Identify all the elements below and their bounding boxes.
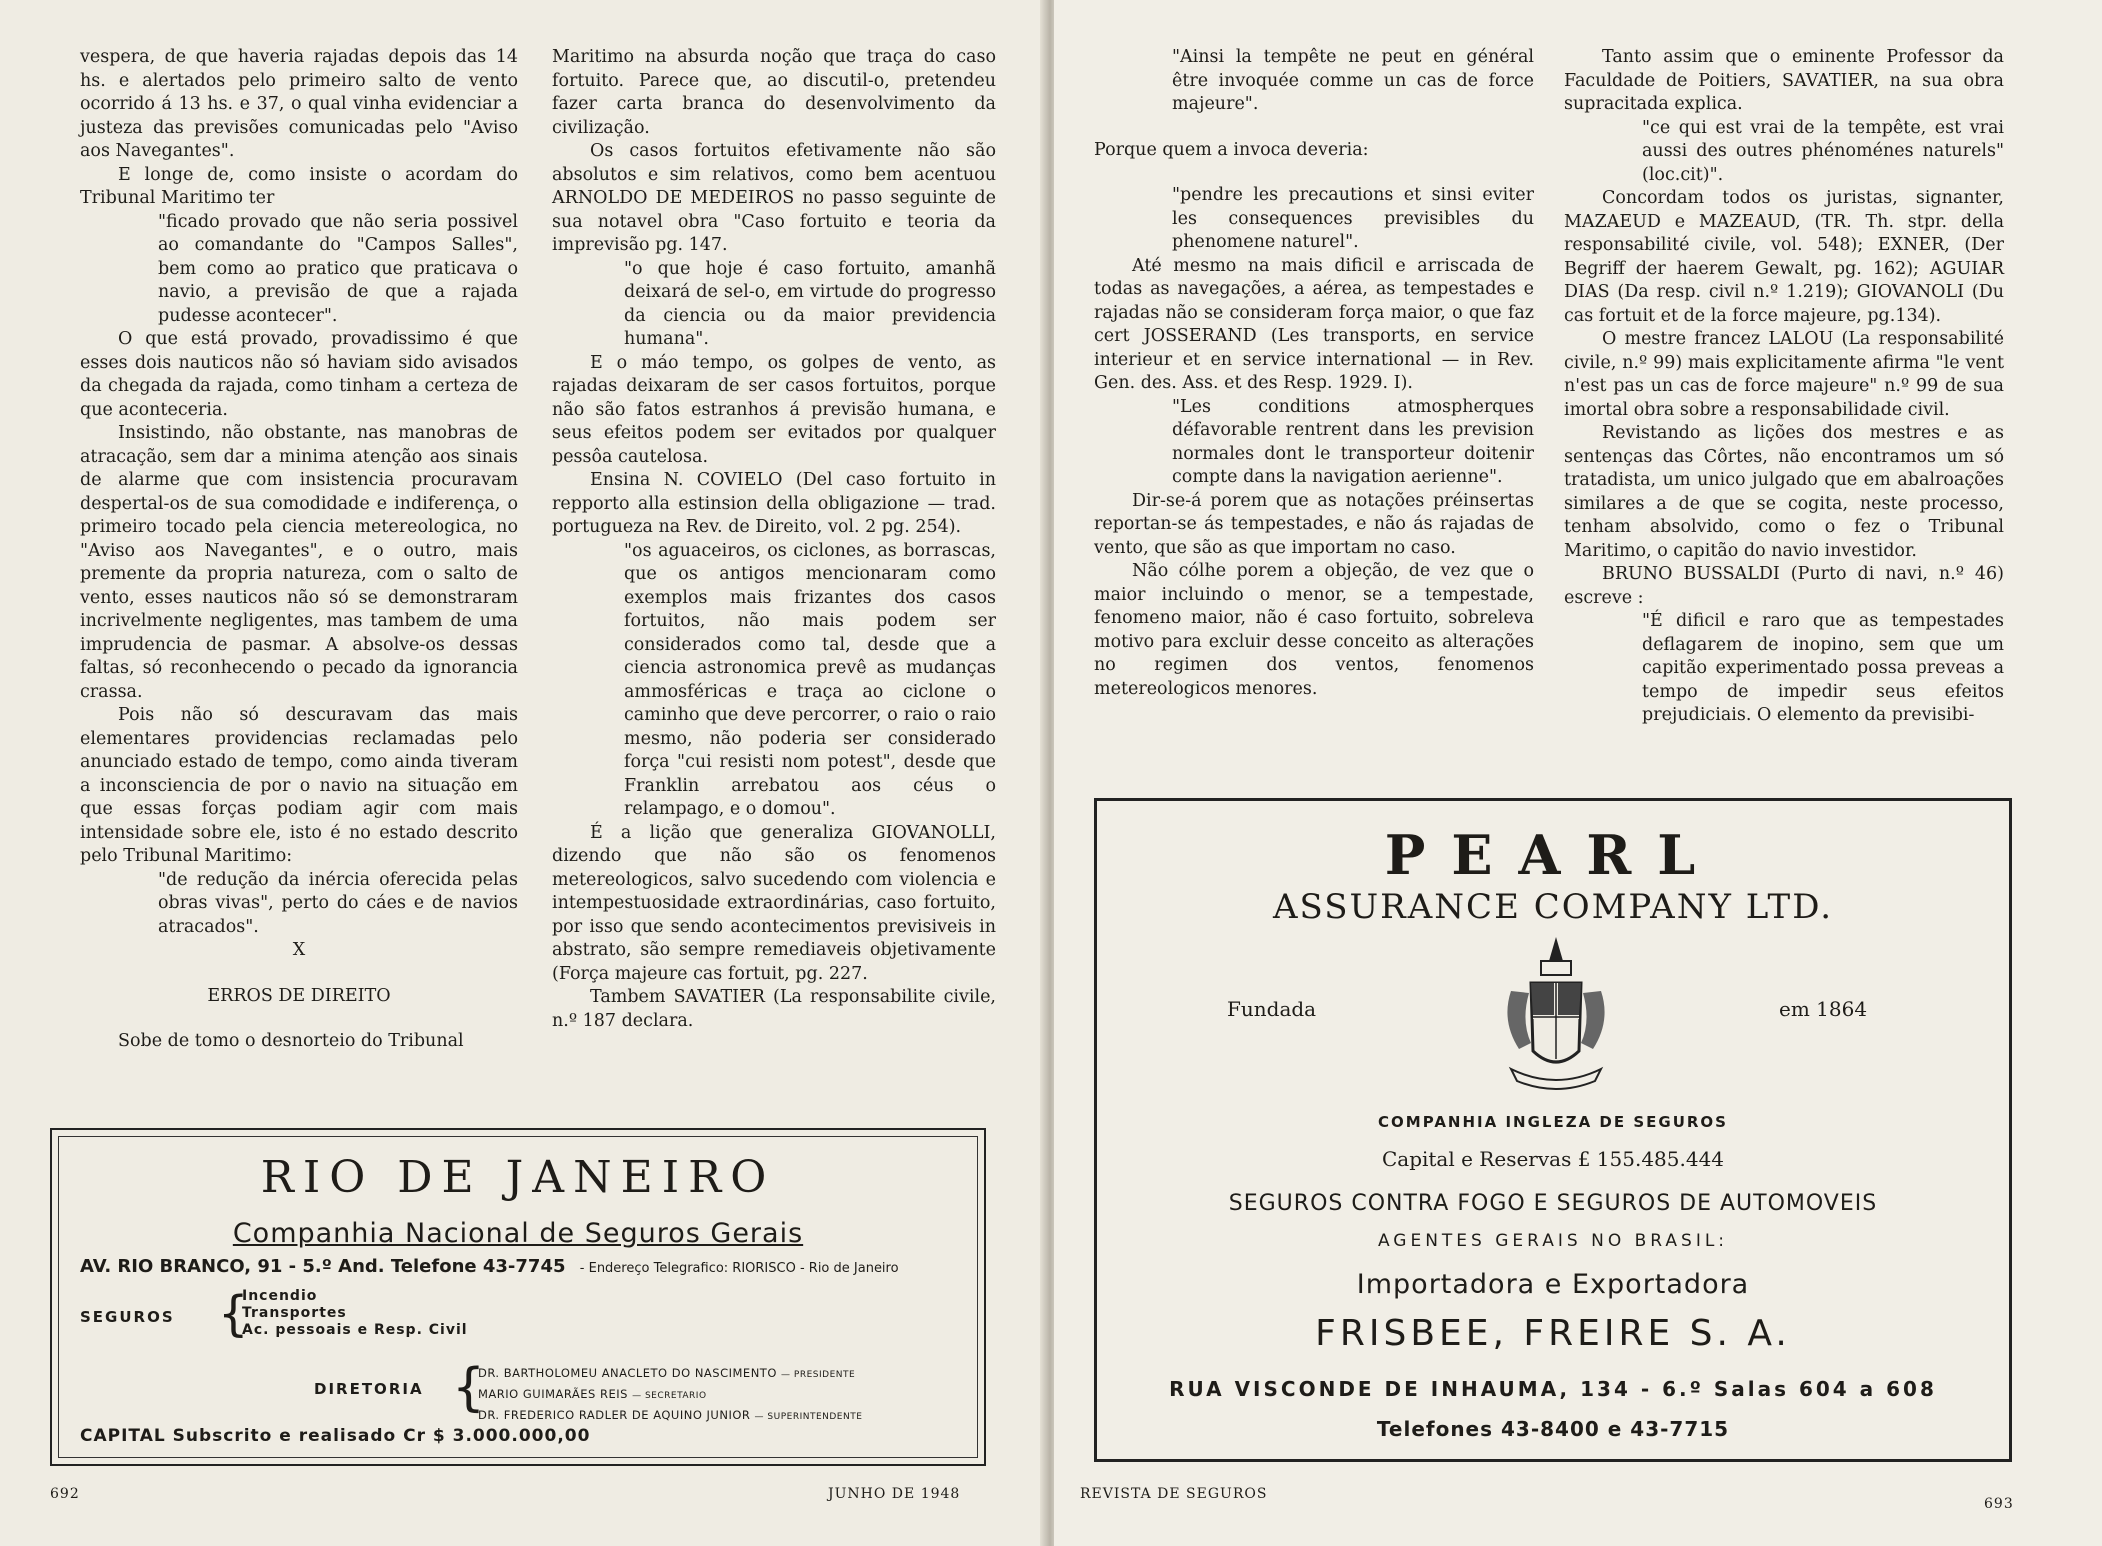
- spacer: [1094, 162, 1534, 184]
- paragraph: Sobe de tomo o desnorteio do Tribunal: [118, 1031, 464, 1051]
- paragraph: "É dificil e raro que as tempestades deflagarem de inopino, sem que um capitão experimentado possa preveas a tempo de impedir seus efeitos prejudiciais. O elemento da previsibi-: [1642, 611, 2004, 725]
- director-role: — SECRETARIO: [632, 1391, 707, 1401]
- director-name: DR. FREDERICO RADLER DE AQUINO JUNIOR: [478, 1408, 751, 1422]
- ad-seguros-brace: {: [218, 1286, 249, 1342]
- paragraph: "os aguaceiros, os ciclones, as borrascas, que os antigos mencionaram como exemplos mais frizantes dos casos fortuitos, não mais podem ser considerados como tal, desde que a ciencia astronomica prevê as mudanças ammosféricas e traça ao ciclone o caminho que deve percorrer, o raio o raio mesmo, não poderia ser considerado força "cui resisti nom potest", desde que Franklin arrebatou aos céus o relampago, e o domou".: [624, 540, 996, 819]
- director-role: — PRESIDENTE: [781, 1370, 856, 1380]
- paragraph: O mestre francez LALOU (La responsabilité civile, n.º 99) mais explicitamente afirma "le vent n'est pas un cas de force majeure" n.º 99 de sua imortal obra sobre a responsabilidade civil.: [1564, 329, 2004, 420]
- paragraph: Tanto assim que o eminente Professor da Faculdade de Poitiers, SAVATIER, na sua obra supracitada explica.: [1564, 47, 2004, 114]
- paragraph: Revistando as lições dos mestres e as sentenças das Côrtes, não encontramos um só tratadista, um unico julgado que em abalroações similares a de que se cogita, neste processo, tenham absolvido, como o fez o Tribunal Maritimo, o capitão do navio investidor.: [1564, 423, 2004, 561]
- ad-phones: Telefones 43-8400 e 43-7715: [1376, 1417, 1730, 1441]
- ad-seguros-item: Transportes: [242, 1305, 347, 1321]
- ad-diretoria-list: [478, 1364, 862, 1427]
- paragraph: ERROS DE DIREITO: [207, 985, 391, 1006]
- left-page: [0, 0, 1046, 1546]
- ad-address-main: AV. RIO BRANCO, 91 - 5.º And. Telefone 43-7745: [80, 1256, 566, 1277]
- pearl-assurance-ad: [1094, 798, 2012, 1462]
- paragraph: "Ainsi la tempête ne peut en général être invoquée comme un cas de force majeure".: [1172, 47, 1534, 114]
- paragraph: X: [292, 940, 306, 960]
- ad-diretoria-row: [478, 1364, 862, 1385]
- paragraph: BRUNO BUSSALDI (Purto di navi, n.º 46) escreve :: [1564, 564, 2004, 608]
- paragraph: O que está provado, provadissimo é que esses dois nauticos não só haviam sido avisados da chegada da rajada, como tinham a certeza de que aconteceria.: [80, 329, 518, 420]
- paragraph: Insistindo, não obstante, nas manobras de atracação, sem dar a minima atenção aos sinais de alarme que com insistencia procuravam despertal-os de sua comodidade e indiferença, o primeiro tocado pela ciencia metereologica, no "Aviso aos Navegantes", e o outro, mais premente da propria natureza, com o salto de vento, esses nauticos não só se demonstraram incrivelmente negligentes, mas tambem de uma imprudencia de pasmar. A absolve-os dessas faltas, só reconhecendo o pecado da ignorancia crassa.: [80, 423, 518, 702]
- coat-of-arms-icon: [1491, 931, 1621, 1101]
- paragraph: "o que hoje é caso fortuito, amanhã deixará de sel-o, em virtude do progresso da ciencia ou da maior previdencia humana".: [624, 258, 996, 349]
- ad-lines: SEGUROS CONTRA FOGO E SEGUROS DE AUTOMOVEIS: [1228, 1191, 1878, 1216]
- ad-agents: AGENTES GERAIS NO BRASIL:: [1377, 1231, 1729, 1251]
- ad-fundada-label: Fundada: [1227, 997, 1317, 1021]
- left-column-1: [80, 46, 518, 1054]
- ad-seguros-item: Ac. pessoais e Resp. Civil: [242, 1322, 468, 1338]
- ad-diretoria-row: [478, 1406, 862, 1427]
- ad-company-line: COMPANHIA INGLEZA DE SEGUROS: [1378, 1113, 1728, 1131]
- ad-address: RUA VISCONDE DE INHAUMA, 134 - 6.º Salas 604 a 608: [1169, 1377, 1937, 1401]
- spacer: [80, 963, 518, 985]
- ad-address: [80, 1256, 899, 1277]
- left-footer: JUNHO DE 1948: [828, 1486, 961, 1502]
- rio-de-janeiro-ad: [50, 1128, 986, 1466]
- right-footer: REVISTA DE SEGUROS: [1080, 1486, 1268, 1502]
- director-role: — SUPERINTENDENTE: [754, 1412, 863, 1422]
- right-page: [1054, 0, 2102, 1546]
- right-page-number: 693: [1984, 1496, 2014, 1512]
- ad-title: RIO DE JANEIRO: [260, 1152, 776, 1203]
- paragraph: Ensina N. COVIELO (Del caso fortuito in repporto alla estinsion della obligazione — trad. portugueza na Rev. de Direito, vol. 2 pg. 254).: [552, 470, 996, 537]
- paragraph: Tambem SAVATIER (La responsabilite civile, n.º 187 declara.: [552, 987, 996, 1031]
- ad-diretoria-label: DIRETORIA: [314, 1380, 424, 1398]
- ad-agent-line1: Importadora e Exportadora: [1356, 1269, 1750, 1300]
- left-column-2: [552, 46, 996, 1033]
- paragraph: "de redução da inércia oferecida pelas obras vivas", perto do cáes e de navios atracados".: [158, 869, 518, 937]
- paragraph: Não cólhe porem a objeção, de vez que o maior incluindo o menor, se a tempestade, fenomeno maior, não é caso fortuito, sobreleva motivo para excluir desse conceito as alterações no regimen dos ventos, fenomenos metereologicos menores.: [1094, 561, 1534, 699]
- ad-fundada-year: em 1864: [1779, 997, 1868, 1021]
- ad-seguros-item: Incendio: [242, 1288, 318, 1304]
- left-page-number: 692: [50, 1486, 80, 1502]
- ad-diretoria-brace: {: [452, 1358, 486, 1418]
- spacer: [1094, 117, 1534, 139]
- ad-capital: CAPITAL Subscrito e realisado Cr $ 3.000.000,00: [80, 1426, 591, 1446]
- ad-company: Companhia Nacional de Seguros Gerais: [232, 1218, 804, 1249]
- paragraph: E longe de, como insiste o acordam do Tribunal Maritimo ter: [80, 164, 518, 208]
- ad-telegraph: - Endereço Telegrafico: RIORISCO - Rio de Janeiro: [579, 1261, 899, 1276]
- paragraph: Porque quem a invoca deveria:: [1094, 139, 1369, 160]
- right-column-2: [1564, 46, 2004, 728]
- paragraph: É a lição que generaliza GIOVANOLLI, dizendo que não são os fenomenos metereologicos, salvo sucedendo com violencia e intempestuosidade extraordinárias, caso fortuito, por isso que sendo acontecimentos previsiveis in abstrato, são sempre remediaveis objetivamente (Força majeure cas fortuit, pg. 227.: [552, 822, 996, 984]
- paragraph: vespera, de que haveria rajadas depois das 14 hs. e alertados pelo primeiro salto de vento ocorrido á 13 hs. e 37, o qual vinha evidenciar a justeza das previsões comunicadas pelo "Aviso aos Navegantes".: [80, 47, 518, 161]
- paragraph: Os casos fortuitos efetivamente não são absolutos e sim relativos, como bem acentuou ARNOLDO DE MEDEIROS no passo seguinte de sua notavel obra "Caso fortuito e teoria da imprevisão pg. 147.: [552, 141, 996, 255]
- paragraph: "Les conditions atmospherques défavorable rentrent dans les prevision normales dont le transporteur doitenir compte dans la navigation aerienne".: [1172, 396, 1534, 487]
- ad-seguros-label: SEGUROS: [80, 1308, 175, 1326]
- spacer: [80, 1008, 518, 1030]
- paragraph: Até mesmo na mais dificil e arriscada de todas as navegações, a aérea, as tempestades e rajadas não se consideram força maior, o que faz cert JOSSERAND (Les transports, en service interieur et en service international — in Rev. Gen. des. Ass. et des Resp. 1929. I).: [1094, 255, 1534, 393]
- ad-seguros-list: [242, 1288, 468, 1339]
- ad-diretoria-row: [478, 1385, 862, 1406]
- paragraph: "pendre les precautions et sinsi eviter les consequences previsibles du phenomene naturel".: [1172, 185, 1534, 252]
- ad-capital: Capital e Reservas £ 155.485.444: [1381, 1147, 1725, 1171]
- director-name: MARIO GUIMARÃES REIS: [478, 1387, 628, 1401]
- paragraph: "ce qui est vrai de la tempête, est vrai aussi des outres phénoménes naturels" (loc.cit)".: [1642, 117, 2004, 185]
- director-name: DR. BARTHOLOMEU ANACLETO DO NASCIMENTO: [478, 1366, 777, 1380]
- paragraph: Pois não só descuravam das mais elementares providencias reclamadas pelo anunciado estado de tempo, como ainda tiveram a inconsciencia de por o navio na situação em que essas forças podiam agir com mais intensidade sobre ele, isto é no estado descrito pelo Tribunal Maritimo:: [80, 705, 518, 866]
- ad-subtitle: ASSURANCE COMPANY LTD.: [1272, 887, 1834, 927]
- right-column-1: [1094, 46, 1534, 701]
- paragraph: Concordam todos os juristas, signanter, MAZAEUD e MAZEAUD, (TR. Th. stpr. della responsabilité civile, vol. 548); EXNER, (Der Begriff der haerem Gewalt, pg. 162); AGUIAR DIAS (Da resp. civil n.º 1.219); GIOVANOLI (Du cas fortuit et de la force majeure, pg.134).: [1564, 188, 2004, 326]
- ad-agent-line2: FRISBEE, FREIRE S. A.: [1315, 1313, 1791, 1354]
- ad-title: PEARL: [1384, 823, 1722, 887]
- paragraph: "ficado provado que não seria possivel ao comandante do "Campos Salles", bem como ao pratico que praticava o navio, a previsão de que a rajada pudesse acontecer".: [158, 211, 518, 326]
- paragraph: Maritimo na absurda noção que traça do caso fortuito. Parece que, ao discutil-o, pretendeu fazer carta branca do desenvolvimento da civilização.: [552, 47, 996, 138]
- paragraph: E o máo tempo, os golpes de vento, as rajadas deixaram de ser casos fortuitos, porque não são fatos estranhos á previsão humana, e seus efeitos podem ser evitados por qualquer pessôa cautelosa.: [552, 352, 996, 467]
- paragraph: Dir-se-á porem que as notações préinsertas reportan-se ás tempestades, e não ás rajadas de vento, que são as que importam no caso.: [1094, 490, 1534, 558]
